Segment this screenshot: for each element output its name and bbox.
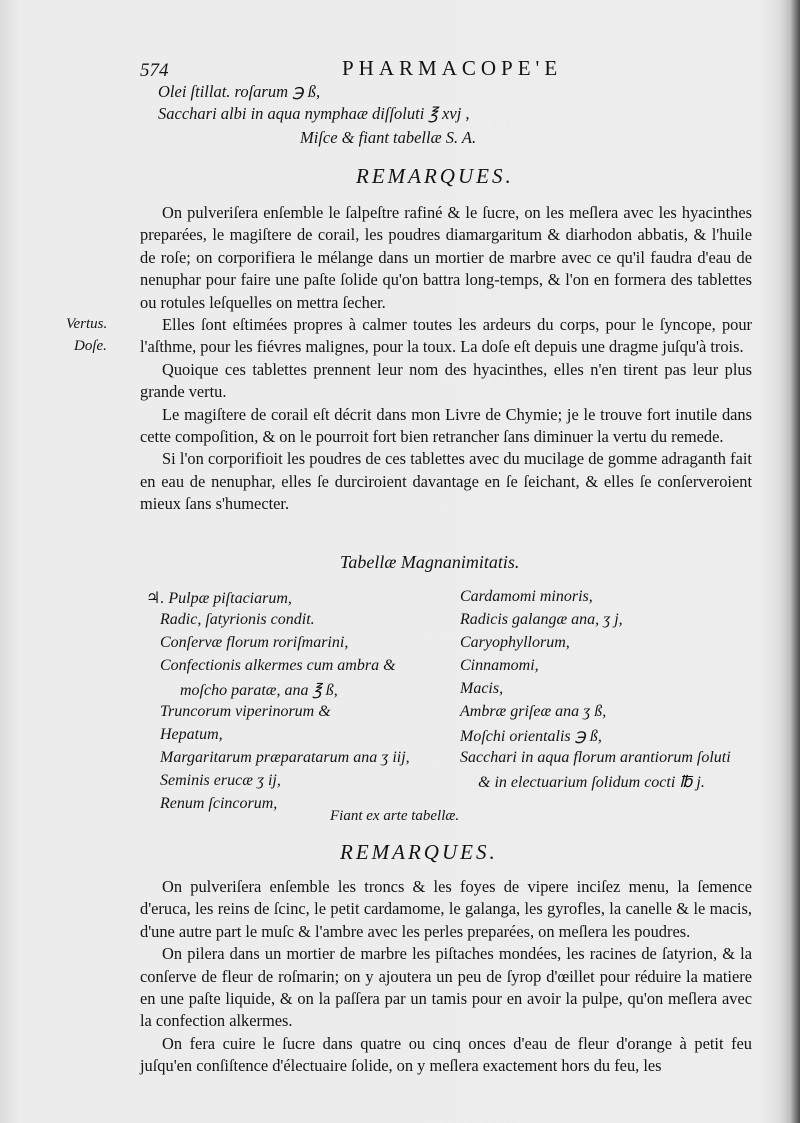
ingredient: Confectionis alkermes cum ambra & xyxy=(160,657,396,674)
ingredient: Cinnamomi, xyxy=(460,657,539,674)
recipe-line: Olei ſtillat. roſarum ℈ ß, xyxy=(158,82,321,101)
ingredient: Macis, xyxy=(460,680,504,697)
recipe-title: Tabellæ Magnanimitatis. xyxy=(340,552,520,572)
paragraph: Quoique ces tablettes prennent leur nom des hyacinthes, elles n'en tirent pas leur plus grande vertu. xyxy=(140,359,752,402)
ingredient: Truncorum viperinorum & xyxy=(160,703,331,720)
ingredient: Conſervæ florum roriſmarini, xyxy=(160,634,349,651)
ingredient: Margaritarum præparatarum ana ʒ iij, xyxy=(160,749,410,766)
ingredient: Caryophyllorum, xyxy=(460,634,570,651)
ingredient: Hepatum, xyxy=(160,726,223,743)
page-number: 574 xyxy=(140,60,169,81)
ingredient: Radic, ſatyrionis condit. xyxy=(160,611,315,628)
ingredient: Renum ſcincorum, xyxy=(160,795,278,812)
ingredient: Seminis erucæ ʒ ij, xyxy=(160,772,281,789)
recipe-instruction: Fiant ex arte tabellæ. xyxy=(330,808,460,824)
ingredient: & in electuarium ſolidum cocti ℔ j. xyxy=(478,774,705,791)
paragraph: On pulveriſera enſemble les troncs & les foyes de vipere inciſez menu, la ſemence d'eruca, les reins de ſcinc, le petit cardamome, le galanga, les gyrofles, la canelle & le macis, d'une autre part le muſc & l'ambre avec les perles preparées, on meſlera les poudres. xyxy=(140,877,752,941)
paragraph: On pulveriſera enſemble le ſalpeſtre rafiné & le ſucre, on les meſlera avec les hyacinthes preparées, le magiſtere de corail, les poudres diamargaritum & diarhodon abbatis, & l'huile de roſe; on corporifiera le mélange dans un mortier de marbre avec ce qu'il faudra d'eau de nenuphar pour faire une paſte ſolide qu'on battra long-temps, & l'on en formera des tablettes ou rotules leſquelles on mettra ſecher. xyxy=(140,203,752,312)
remarks-body xyxy=(140,876,752,1078)
ingredient: moſcho paratæ, ana ℥ ß, xyxy=(180,682,338,699)
binding-shadow xyxy=(790,0,800,1123)
section-title: REMARQUES. xyxy=(356,164,514,188)
paragraph: On pilera dans un mortier de marbre les piſtaches mondées, les racines de ſatyrion, & la conſerve de fleur de roſmarin; on y ajoutera un peu de ſyrop d'œillet pour réduire la matiere en une paſte liquide, & on la paſſera par un tamis pour en avoir la pulpe, qu'on meſlera avec la confection alkermes. xyxy=(140,944,752,1031)
recipe-line: Sacchari albi in aqua nymphaæ diſſoluti ℥ xvj , xyxy=(158,104,470,123)
section-title: REMARQUES. xyxy=(340,840,498,864)
ingredient: Sacchari in aqua florum arantiorum ſoluti xyxy=(460,749,731,766)
ingredient: ♃. Pulpæ piſtaciarum, xyxy=(146,590,292,607)
margin-note: Vertus. xyxy=(66,316,108,332)
paragraph: Si l'on corporifioit les poudres de ces tablettes avec du mucilage de gomme adraganth fait en eau de nenuphar, elles ſe durciroient davantage en ſe ſeichant, & elles ſe conſerveroient mieux ſans s'humecter. xyxy=(140,449,752,514)
paragraph: On fera cuire le ſucre dans quatre ou cinq onces d'eau de fleur d'orange à petit feu juſqu'en conſiſtence d'électuaire ſolide, on y meſlera exactement hors du feu, les xyxy=(140,1033,752,1076)
running-header: PHARMACOPE'E xyxy=(342,56,563,80)
recipe-instruction: Miſce & fiant tabellæ S. A. xyxy=(300,128,477,147)
paragraph: Le magiſtere de corail eſt décrit dans mon Livre de Chymie; je le trouve fort inutile dans cette compoſition, & on le pourroit fort bien retrancher ſans diminuer la vertu du remede. xyxy=(140,404,752,447)
ingredient: Moſchi orientalis ℈ ß, xyxy=(460,728,602,745)
ingredient: Ambræ griſeæ ana ʒ ß, xyxy=(460,703,607,720)
margin-note: Doſe. xyxy=(74,338,107,354)
ingredient: Radicis galangæ ana, ʒ j, xyxy=(460,611,623,628)
paragraph: Elles ſont eſtimées propres à calmer toutes les ardeurs du corps, pour le ſyncope, pour l'aſthme, pour les fiévres malignes, pour la toux. La doſe eſt depuis une dragme juſqu'à trois. xyxy=(140,315,752,357)
ingredient: Cardamomi minoris, xyxy=(460,588,593,605)
remarks-body xyxy=(140,202,752,516)
